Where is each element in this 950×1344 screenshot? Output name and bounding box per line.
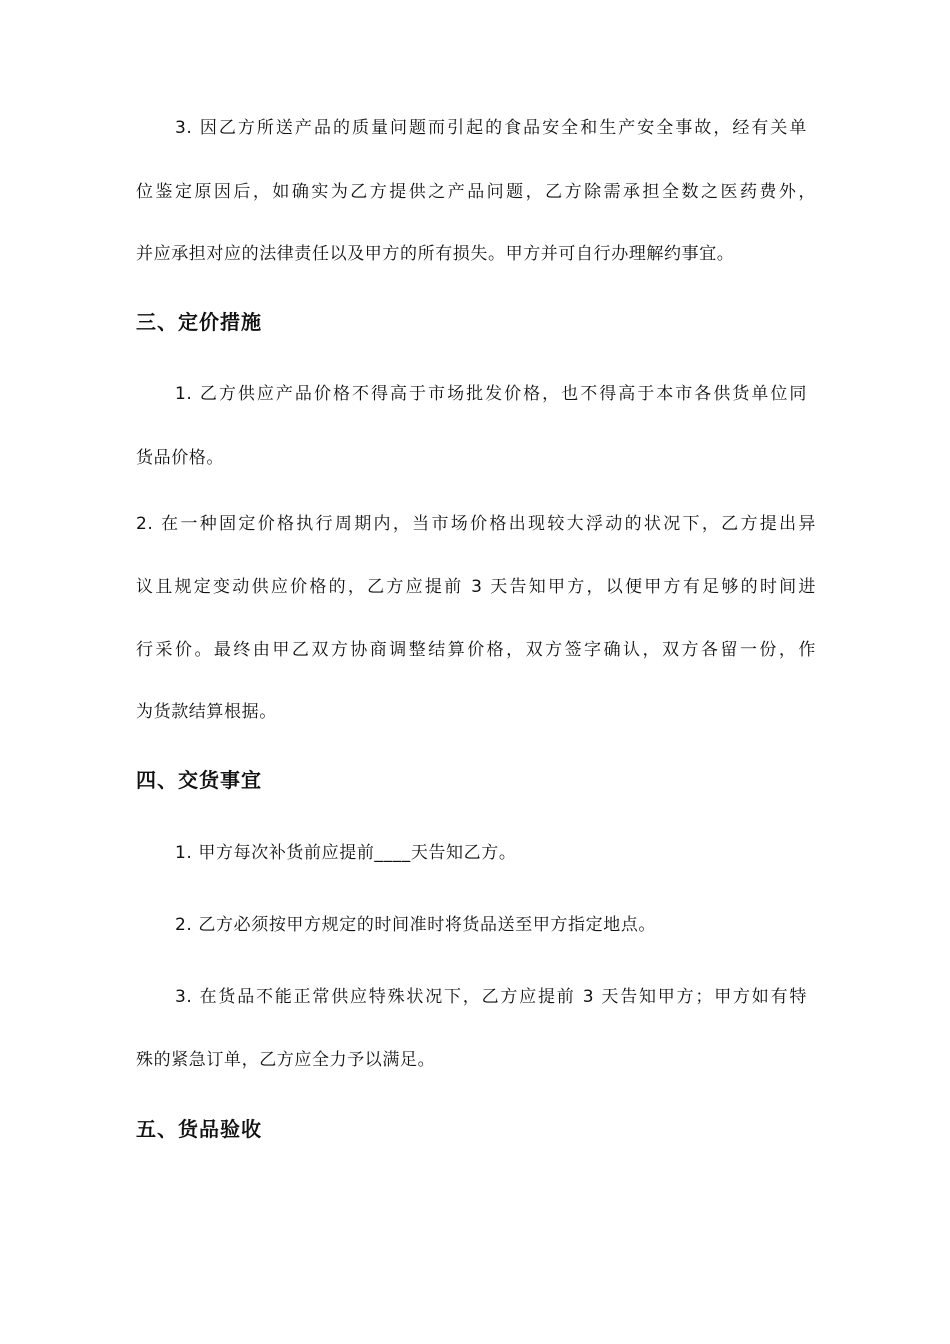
sec4-item1: 1. 甲方每次补货前应提前____天告知乙方。 xyxy=(175,843,517,863)
sec2-item3-line1: 3. 因乙方所送产品的质量问题而引起的食品安全和生产安全事故，经有关单 xyxy=(175,118,807,138)
sec4-item2: 2. 乙方必须按甲方规定的时间准时将货品送至甲方指定地点。 xyxy=(175,915,657,935)
section-heading-delivery: 四、交货事宜 xyxy=(136,768,262,792)
section-heading-acceptance: 五、货品验收 xyxy=(136,1117,262,1141)
sec4-item3-line2: 殊的紧急订单，乙方应全力予以满足。 xyxy=(136,1050,436,1070)
sec2-item3-line3: 并应承担对应的法律责任以及甲方的所有损失。甲方并可自行办理解约事宜。 xyxy=(136,244,735,264)
section-heading-pricing: 三、定价措施 xyxy=(136,310,262,334)
sec3-item1-line1: 1. 乙方供应产品价格不得高于市场批发价格，也不得高于本市各供货单位同 xyxy=(175,384,807,404)
sec3-item2-line4: 为货款结算根据。 xyxy=(136,702,277,722)
sec3-item1-line2: 货品价格。 xyxy=(136,448,224,468)
sec3-item2-line3: 行采价。最终由甲乙双方协商调整结算价格，双方签字确认，双方各留一份，作 xyxy=(136,640,816,660)
sec2-item3-line2: 位鉴定原因后，如确实为乙方提供之产品问题，乙方除需承担全数之医药费外， xyxy=(136,182,816,202)
sec3-item2-line2: 议且规定变动供应价格的，乙方应提前 3 天告知甲方，以便甲方有足够的时间进 xyxy=(136,577,816,597)
sec3-item2-line1: 2. 在一种固定价格执行周期内，当市场价格出现较大浮动的状况下，乙方提出异 xyxy=(136,514,816,534)
sec4-item3-line1: 3. 在货品不能正常供应特殊状况下，乙方应提前 3 天告知甲方；甲方如有特 xyxy=(175,987,807,1007)
